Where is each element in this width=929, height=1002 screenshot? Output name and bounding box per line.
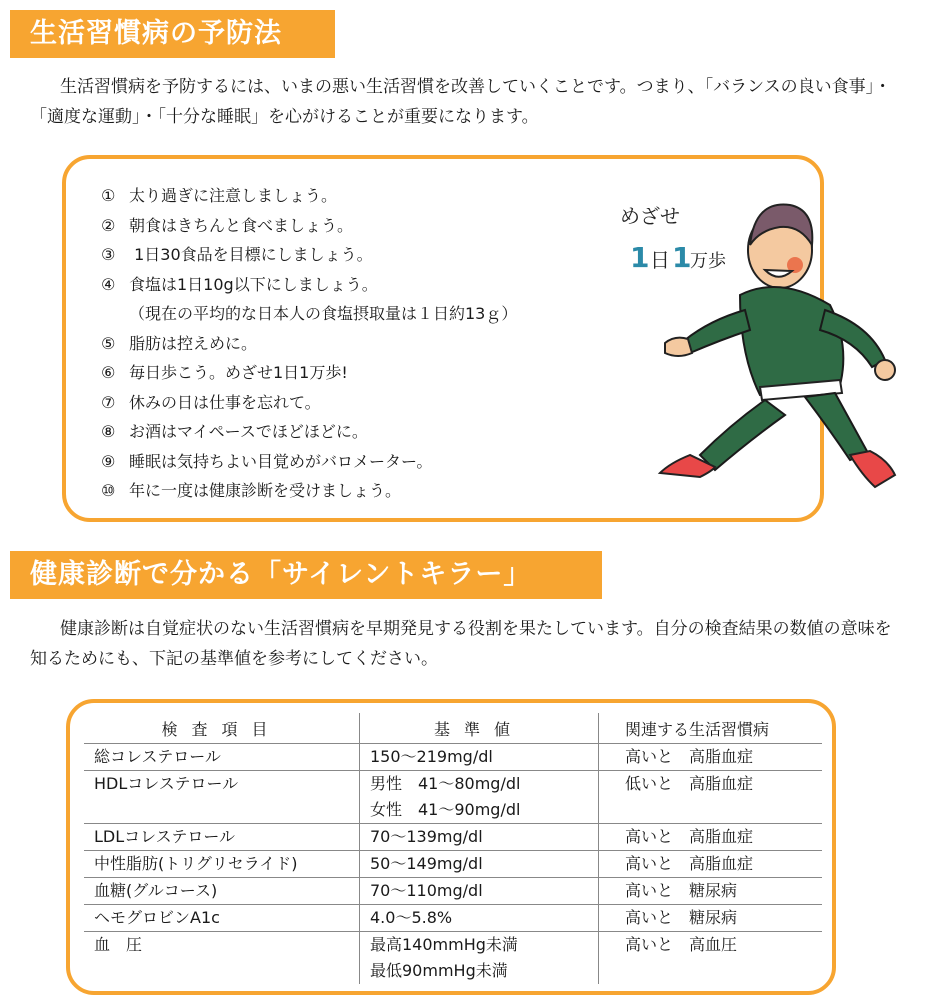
reference-value-line: 150〜219mg/dl [370, 747, 493, 766]
test-item-cell: ヘモグロビンA1c [84, 905, 360, 932]
right-hand-shape [875, 360, 895, 380]
caption-steps: 万歩 [690, 251, 726, 272]
caption-digit: 1 [630, 241, 650, 274]
reference-value-cell [360, 932, 599, 985]
tip-item [101, 329, 517, 359]
tip-text: 年に一度は健康診断を受けましょう。 [129, 481, 402, 500]
header-reference-value: 基準値 [360, 713, 599, 744]
reference-value-cell [360, 744, 599, 771]
tip-number: ⑩ [101, 481, 116, 500]
tip-note-text: （現在の平均的な日本人の食塩摂取量は１日約13ｇ） [129, 304, 518, 323]
related-disease-cell: 高いと 高血圧 [599, 932, 823, 985]
related-disease-cell: 高いと 糖尿病 [599, 878, 823, 905]
reference-value-line: 男性 41〜80mg/dl [370, 774, 521, 793]
reference-value-line: 最高140mmHg未満 [370, 935, 518, 954]
section-title-silent-killer: 健康診断で分かる「サイレントキラー」 [10, 551, 602, 599]
tip-item [101, 181, 517, 211]
reference-value-line: 女性 41〜90mg/dl [370, 800, 521, 819]
reference-values-table [84, 713, 822, 984]
prevention-tips-list [101, 181, 517, 506]
left-hand-shape [665, 338, 692, 356]
related-disease-cell: 低いと 高脂血症 [599, 771, 823, 824]
tip-text: 太り過ぎに注意しましょう。 [129, 186, 338, 205]
tip-item [101, 417, 517, 447]
related-disease-cell: 高いと 糖尿病 [599, 905, 823, 932]
tip-number: ⑤ [101, 333, 116, 353]
tip-item [101, 447, 517, 477]
table-row [84, 851, 822, 878]
caption-day: 日 [650, 248, 670, 272]
front-leg-shape [805, 393, 868, 460]
reference-value-cell [360, 824, 599, 851]
caption-mezase: めざせ [620, 204, 680, 228]
reference-values-table-box [66, 699, 836, 995]
reference-value-cell [360, 905, 599, 932]
tip-item-note [101, 299, 517, 329]
tip-text: 朝食はきちんと食べましょう。 [129, 215, 354, 235]
tip-item [101, 388, 517, 418]
header-related-disease: 関連する生活習慣病 [599, 713, 823, 744]
test-item-cell: 血糖(グルコース) [84, 878, 360, 905]
section-title-prevention: 生活習慣病の予防法 [10, 10, 335, 58]
tip-number: ① [101, 186, 116, 205]
header-test-item: 検査項目 [84, 713, 360, 744]
reference-value-cell [360, 878, 599, 905]
test-item-cell: 総コレステロール [84, 744, 360, 771]
reference-value-line: 4.0〜5.8% [370, 908, 453, 927]
tip-text: 毎日歩こう。めざせ1日1万歩! [129, 363, 348, 382]
tip-number: ④ [101, 274, 116, 294]
back-leg-shape [700, 400, 785, 470]
reference-value-line: 70〜110mg/dl [370, 881, 483, 900]
tip-number: ⑥ [101, 363, 116, 382]
prevention-intro-paragraph: 生活習慣病を予防するには、いまの悪い生活習慣を改善していくことです。つまり、「バランスの良い食事」・「適度な運動」・「十分な睡眠」を心がけることが重要になります。 [30, 77, 892, 127]
table-header-row [84, 713, 822, 744]
tip-item [101, 211, 517, 241]
tip-number: ⑧ [101, 422, 116, 441]
tip-number: ⑦ [101, 392, 116, 412]
tip-item [101, 240, 517, 270]
torso-shape [740, 287, 843, 395]
tip-text: 脂肪は控えめに。 [129, 333, 258, 353]
left-arm-shape [685, 310, 750, 353]
tip-text: 休みの日は仕事を忘れて。 [129, 392, 321, 412]
reference-value-line: 50〜149mg/dl [370, 854, 483, 873]
table-row [84, 824, 822, 851]
test-item-cell: 中性脂肪(トリグリセライド) [84, 851, 360, 878]
tip-text: 1日30食品を目標にしましょう。 [129, 245, 373, 264]
silent-killer-intro-paragraph: 健康診断は自覚症状のない生活習慣病を早期発見する役割を果たしています。自分の検査結果の数値の意味を知るためにも、下記の基準値を参考にしてください。 [30, 619, 892, 669]
tip-item [101, 476, 517, 506]
related-disease-cell: 高いと 高脂血症 [599, 824, 823, 851]
tip-text: 食塩は1日10g以下にしましょう。 [129, 274, 378, 294]
table-row [84, 744, 822, 771]
tip-text: 睡眠は気持ちよい目覚めがバロメーター。 [129, 451, 433, 471]
caption-digit: 1 [672, 241, 692, 274]
table-row [84, 905, 822, 932]
tip-number: ⑨ [101, 451, 116, 471]
tip-text: お酒はマイペースでほどほどに。 [129, 422, 368, 441]
table-row [84, 932, 822, 985]
related-disease-cell: 高いと 高脂血症 [599, 744, 823, 771]
related-disease-cell: 高いと 高脂血症 [599, 851, 823, 878]
reference-value-cell [360, 771, 599, 824]
tip-number: ② [101, 215, 116, 235]
test-item-cell: HDLコレステロール [84, 771, 360, 824]
reference-value-line: 70〜139mg/dl [370, 827, 483, 846]
table-row [84, 771, 822, 824]
tip-item [101, 358, 517, 388]
front-shoe-shape [850, 451, 895, 487]
reference-value-cell [360, 851, 599, 878]
walking-man-illustration [600, 175, 900, 505]
test-item-cell: 血 圧 [94, 935, 143, 954]
reference-value-line: 最低90mmHg未満 [370, 961, 508, 980]
tip-number: ③ [101, 245, 116, 264]
test-item-cell: LDLコレステロール [84, 824, 360, 851]
table-row [84, 878, 822, 905]
tip-item [101, 270, 517, 300]
